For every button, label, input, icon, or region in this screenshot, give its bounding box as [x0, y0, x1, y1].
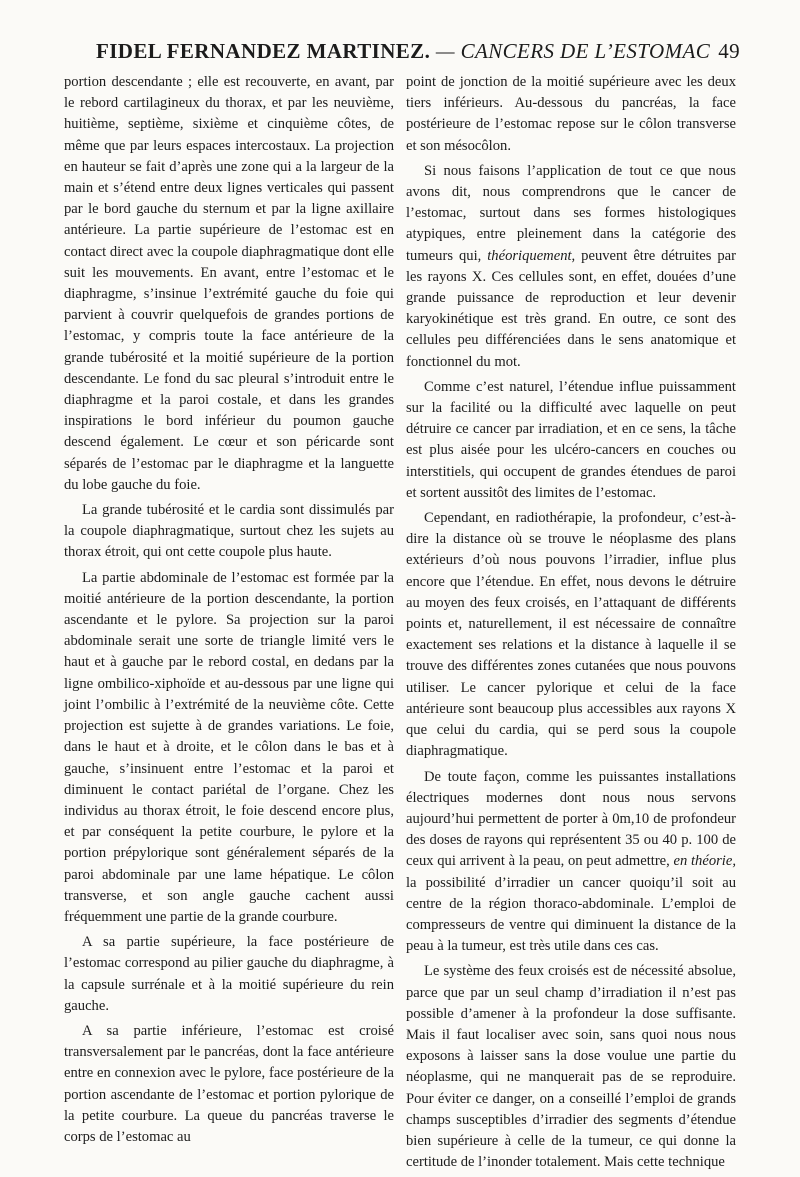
emphasis: théoriquement,: [487, 247, 576, 264]
page-number: 49: [718, 39, 740, 63]
paragraph: Comme c’est naturel, l’étendue influe puissamment sur la facilité ou la difficulté avec laquelle on peut détruire ce cancer par irradiation, et en ce sens, la tâche est plus aisée pour les ulcéro-cancers en couches ou interstitiels, qui occupent de grandes étendues de paroi et sortent aussitôt des limites de l’estomac.: [406, 378, 736, 501]
paragraph: La partie abdominale de l’estomac est formée par la moitié antérieure de la portion descendante, la portion ascendante et le pylore. Sa projection sur la paroi abdominale serait une sorte de triangle limité vers le haut et à gauche par le rebord costal, en dedans par la ligne ombilico-xiphoïde et au-dessous par une ligne qui joint l’ombilic à l’extrémité de la neuvième côte. Cette projection est sujette à de grandes variations. Le foie, dans le haut et à droite, et le côlon dans le bas et à gauche, s’insinuent entre l’estomac et la paroi et diminuent le contact pariétal de l’organe. Chez les individus au thorax étroit, le foie descend encore plus, et par conséquent la petite courbure, le pylore et la portion prépylorique sont généralement séparés de la paroi abdominale par une lame hépatique. Le côlon transverse, et son angle gauche cachent aussi fréquemment une partie de la grande courbure.: [64, 569, 394, 925]
paragraph-text: De toute façon, comme les puissantes installations électriques modernes dont nous nous servons aujourd’hui permettent de porter à 0m,10 de profondeur des doses de rayons qui représentent 35 ou 40 p. 100 de ceux qui arrivent à la peau, on peut admettre,: [406, 768, 736, 870]
paragraph: [406, 767, 736, 958]
paragraph: point de jonction de la moitié supérieure avec les deux tiers inférieurs. Au-dessous du pancréas, la face postérieure de l’estomac repose sur le côlon transverse et son mésocôlon.: [406, 74, 736, 154]
right-column: [406, 72, 736, 1177]
paragraph: Le système des feux croisés est de nécessité absolue, parce que par un seul champ d’irradiation il n’est pas possible d’amener à la profondeur la dose suffisante. Mais il faut localiser avec soin, sans quoi nous nous exposons à laisser sans la dose voulue une partie du néoplasme, qui ne manquerait pas de se reproduire. Pour éviter ce danger, on a conseillé l’emploi de grands champs susceptibles d’irradier des segments d’étendue bien supérieure à celle de la tumeur, ce qui donne la certitude de l’inonder totalement. Mais cette technique: [406, 963, 736, 1171]
header-separator: —: [430, 39, 461, 63]
header-title: CANCERS DE L’ESTOMAC: [460, 39, 711, 63]
paragraph-text: la possibilité d’irradier un cancer quoiqu’il soit au centre de la région thoraco-abdominale. L’emploi de compresseurs de ventre qui diminuent la distance de la peau à la tumeur, est très utile dans ces cas.: [406, 874, 736, 955]
paragraph: [406, 161, 736, 373]
running-head: [96, 36, 710, 66]
paragraph-text: peuvent être détruites par les rayons X. Ces cellules sont, en effet, douées d’une grande puissance de reproduction et leur devenir karyokinétique est très grand. En outre, ce sont des cellules peu différenciées dans le sens anatomique et fonctionnel du mot.: [406, 247, 736, 370]
paragraph: Cependant, en radiothérapie, la profondeur, c’est-à-dire la distance où se trouve le néoplasme des plans extérieurs d’où nous pouvons l’irradier, influe plus encore que l’étendue. En effet, nous devons le détruire au moyen des feux croisés, en l’attaquant de différents points et, naturellement, il est nécessaire de connaître exactement ses relations et la distance à laquelle il se trouve des différentes zones cutanées que nous pouvons utiliser. Le cancer pylorique et celui de la face antérieure sont beaucoup plus accessibles aux rayons X que celui du cardia, qui se perd sous la coupole diaphragmatique.: [406, 510, 736, 760]
emphasis: en théorie,: [673, 853, 736, 870]
paragraph-text: Si nous faisons l’application de tout ce que nous avons dit, nous comprendrons que le cancer de l’estomac, surtout dans ses formes histologiques atypiques, entre pleinement dans la catégorie des tumeurs qui,: [406, 162, 736, 264]
paragraph: A sa partie inférieure, l’estomac est croisé transversalement par le pancréas, dont la face antérieure entre en connexion avec le pylore, face postérieure de la portion ascendante de l’estomac et portion pylorique de la petite courbure. La queue du pancréas traverse le corps de l’estomac au: [64, 1022, 394, 1145]
paragraph: La grande tubérosité et le cardia sont dissimulés par la coupole diaphragmatique, surtout chez les sujets au thorax étroit, qui ont cette coupole plus haute.: [64, 502, 394, 561]
left-column: [64, 72, 394, 1152]
paragraph: A sa partie supérieure, la face postérieure de l’estomac correspond au pilier gauche du diaphragme, à la capsule surrénale et à la moitié supérieure du rein gauche.: [64, 934, 394, 1014]
header-author: FIDEL FERNANDEZ MARTINEZ.: [96, 39, 431, 63]
running-header: [64, 36, 740, 66]
paragraph: portion descendante ; elle est recouverte, en avant, par le rebord cartilagineux du thorax, et par les neuvième, huitième, septième, sixième et cinquième côtes, de même que par leurs espaces intercostaux. La projection en hauteur se fait d’après une zone qui a la largeur de la main et s’étend entre deux lignes verticales qui passent par le bord gauche du sternum et par la ligne axillaire antérieure. La partie supérieure de l’estomac est en contact direct avec la coupole diaphragmatique dont elle suit les mouvements. En avant, entre l’estomac et le diaphragme, s’insinue l’extrémité gauche du foie qui parvient à couvrir quelquefois de grandes portions de l’estomac, y compris toute la face antérieure de la grande tubérosité et la moitié supérieure de la portion descendante. Le fond du sac pleural s’introduit entre le diaphragme et la paroi costale, et dans les grandes inspirations le bord inférieur du poumon gauche descend également. Le cœur et son péricarde sont séparés de l’estomac par le diaphragme et la languette du lobe gauche du foie.: [64, 74, 394, 493]
